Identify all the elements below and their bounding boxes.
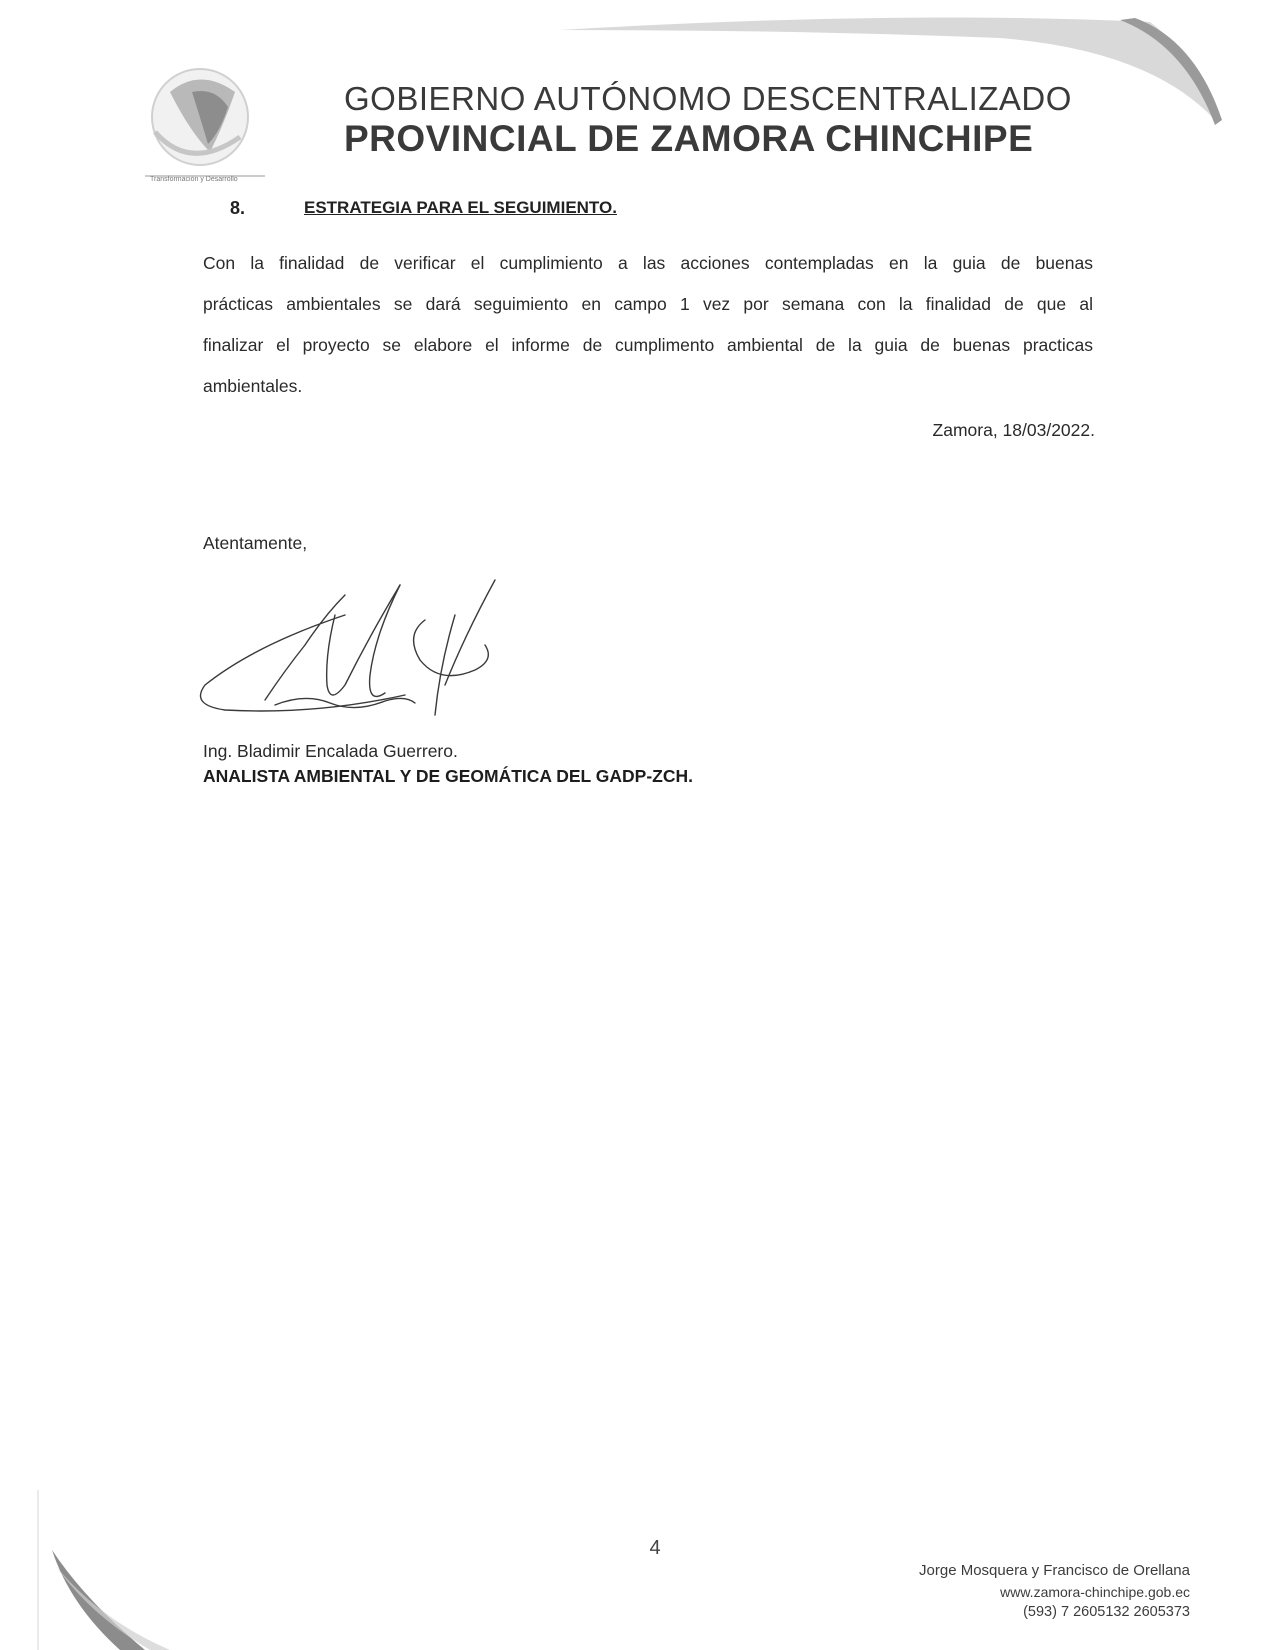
paragraph-line: finalizar el proyecto se elabore el informe de cumplimento ambiental de la guia de buenas practicas xyxy=(203,335,1093,355)
provincial-logo-icon xyxy=(130,62,270,182)
section-number: 8. xyxy=(230,198,246,218)
footer-address: Jorge Mosquera y Francisco de Orellana xyxy=(919,1562,1190,1579)
footer-phone: (593) 7 2605132 2605373 xyxy=(1023,1604,1190,1620)
footer-swoosh-decoration xyxy=(0,1490,260,1650)
closing-salutation: Atentamente, xyxy=(203,533,308,553)
logo-tagline: Transformación y Desarrollo xyxy=(150,176,238,183)
signer-name: Ing. Bladimir Encalada Guerrero. xyxy=(203,741,458,761)
handwritten-signature xyxy=(195,575,555,755)
signer-role: ANALISTA AMBIENTAL Y DE GEOMÁTICA DEL GADP-ZCH. xyxy=(203,766,694,786)
paragraph-line: ambientales. xyxy=(203,376,303,396)
paragraph-line: prácticas ambientales se dará seguimiento en campo 1 vez por semana con la finalidad de que al xyxy=(203,294,1093,314)
header-title-line2: PROVINCIAL DE ZAMORA CHINCHIPE xyxy=(344,118,1034,159)
document-date: Zamora, 18/03/2022. xyxy=(932,420,1095,440)
page-number: 4 xyxy=(649,1537,661,1559)
body-paragraph xyxy=(203,243,1093,407)
section-title: ESTRATEGIA PARA EL SEGUIMIENTO. xyxy=(304,198,617,217)
header-title-line1: GOBIERNO AUTÓNOMO DESCENTRALIZADO xyxy=(344,80,1072,117)
footer-website-link[interactable]: www.zamora-chinchipe.gob.ec xyxy=(1000,1584,1190,1600)
paragraph-line: Con la finalidad de verificar el cumplimiento a las acciones contempladas en la guia de buenas xyxy=(203,253,1093,273)
